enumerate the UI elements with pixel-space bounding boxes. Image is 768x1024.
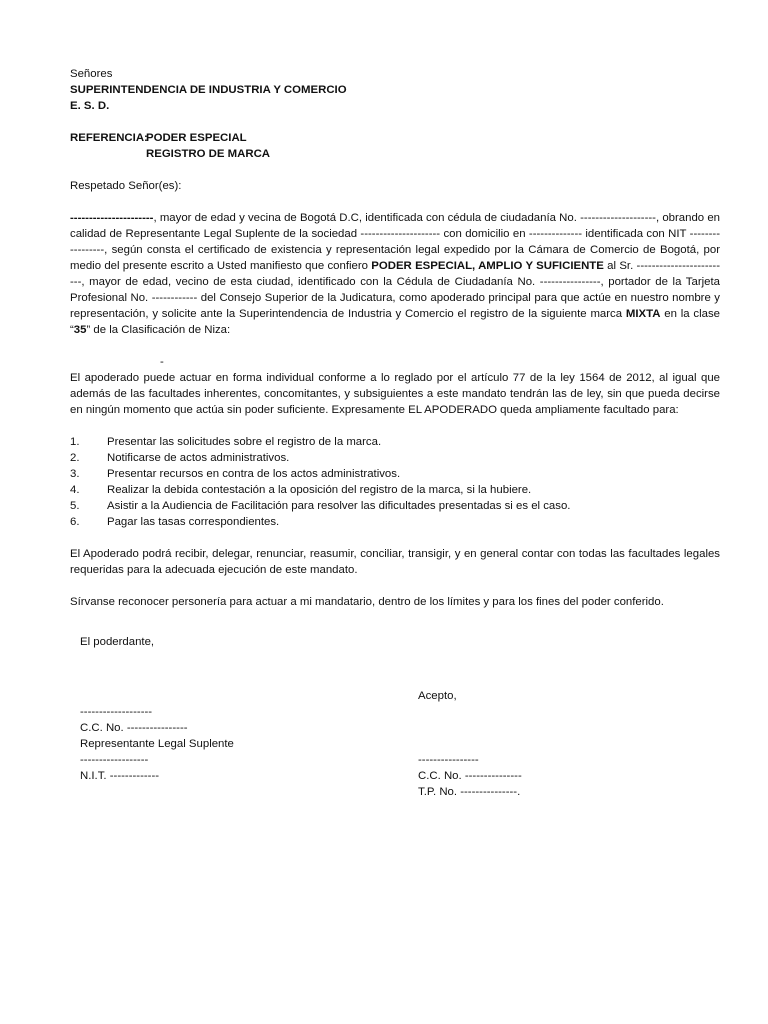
- paragraph-facultades: El Apoderado podrá recibir, delegar, renunciar, reasumir, conciliar, transigir, y en general contar con todas las facultades legales requeridas para la adecuada ejecución de este mandato.: [70, 548, 720, 576]
- list-item: [70, 482, 720, 498]
- list-item: [70, 466, 720, 482]
- signature-line: -------------------: [80, 706, 153, 718]
- list-item: [70, 498, 720, 514]
- marca-placeholder-dash: -: [160, 356, 164, 368]
- list-number: 3.: [70, 468, 80, 480]
- list-item: [70, 514, 720, 530]
- list-item: [70, 434, 720, 450]
- list-text: Notificarse de actos administrativos.: [107, 452, 290, 464]
- grantor-nit: N.I.T. -------------: [80, 770, 160, 782]
- list-text: Realizar la debida contestación a la oposición del registro de la marca, si la hubiere.: [107, 484, 532, 496]
- grantor-placeholder: ----------------------: [70, 212, 154, 224]
- reference-line: [70, 130, 720, 146]
- list-number: 2.: [70, 452, 80, 464]
- p1-text-d: ” de la Clasificación de Niza:: [86, 324, 231, 336]
- faculties-list: [70, 434, 720, 530]
- grantor-line-2: ------------------: [80, 754, 149, 766]
- p1-text-c: en la clase “: [70, 308, 720, 336]
- class-35-bold: 35: [73, 324, 87, 336]
- signature-block-grantor: [80, 634, 234, 784]
- mixta-bold: MIXTA: [625, 308, 661, 320]
- accept-title: Acepto,: [418, 690, 457, 702]
- list-text: Asistir a la Audiencia de Facilitación para resolver las dificultades presentadas si es el caso.: [107, 500, 571, 512]
- grantor-role: Representante Legal Suplente: [80, 738, 234, 750]
- list-text: Presentar recursos en contra de los actos administrativos.: [107, 468, 401, 480]
- p1-text-b: al Sr. -------------------------, mayor de edad, vecino de esta ciudad, identificado con la Cédula de Ciudadanía No. ----------------, portador de la Tarjeta Profesional No. ------------ del Consejo Superior de la Judicatura, como apoderado principal para que actúe en nuestro nombre y representación, y solicite ante la Superintendencia de Industria y Comercio el registro de la siguiente marca: [70, 260, 720, 320]
- grantor-cc: C.C. No. ----------------: [80, 722, 188, 734]
- reference-value-2: REGISTRO DE MARCA: [146, 148, 271, 160]
- signature-block-attorney: [418, 688, 522, 800]
- attorney-tp: T.P. No. ---------------.: [418, 786, 521, 798]
- list-number: 1.: [70, 436, 80, 448]
- list-text: Presentar las solicitudes sobre el registro de la marca.: [107, 436, 382, 448]
- esd-line: E. S. D.: [70, 100, 110, 112]
- paragraph-poder: [70, 210, 720, 338]
- paragraph-apoderado: El apoderado puede actuar en forma individual conforme a lo reglado por el artículo 77 de la ley 1564 de 2012, al igual que además de las facultades inherentes, concomitantes, y subsiguientes a este mandato tendrán las de ley, sin que pueda decirse en ningún momento que actúa sin poder suficiente. Expresamente EL APODERADO queda ampliamente facultado para:: [70, 372, 720, 416]
- list-item: [70, 450, 720, 466]
- reference-value-1: PODER ESPECIAL: [146, 132, 247, 144]
- poder-especial-bold: PODER ESPECIAL, AMPLIO Y SUFICIENTE: [371, 260, 604, 272]
- p1-text-a: , mayor de edad y vecina de Bogotá D.C, identificada con cédula de ciudadanía No. --------------------, obrando en calidad de Representante Legal Suplente de la sociedad --------------------- con domicilio en -------------- identificada con NIT -----------------, según consta el certificado de existencia y representación legal expedido por la Cámara de Comercio de Bogotá, por medio del presente escrito a Usted manifiesto que confiero: [70, 212, 720, 272]
- grantor-title: El poderdante,: [80, 636, 155, 648]
- letter-body: [70, 66, 720, 610]
- list-text: Pagar las tasas correspondientes.: [107, 516, 280, 528]
- salutation: Señores: [70, 68, 113, 80]
- paragraph-personeria: Sírvanse reconocer personería para actuar a mi mandatario, dentro de los límites y para los fines del poder conferido.: [70, 596, 664, 608]
- list-number: 5.: [70, 500, 80, 512]
- reference-label: REFERENCIA:: [70, 132, 148, 144]
- greeting: Respetado Señor(es):: [70, 180, 182, 192]
- list-number: 4.: [70, 484, 80, 496]
- signature-line: ----------------: [418, 754, 479, 766]
- list-number: 6.: [70, 516, 80, 528]
- attorney-cc: C.C. No. ---------------: [418, 770, 522, 782]
- recipient-entity: SUPERINTENDENCIA DE INDUSTRIA Y COMERCIO: [70, 84, 347, 96]
